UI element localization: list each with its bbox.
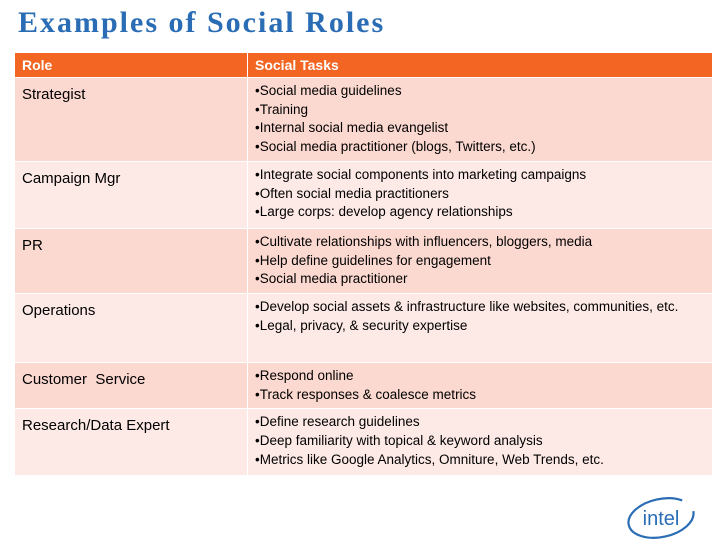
role-cell: Customer Service: [15, 362, 248, 408]
role-cell: Strategist: [15, 78, 248, 162]
column-header-social-tasks: Social Tasks: [248, 53, 713, 78]
tasks-cell: [248, 161, 713, 228]
role-cell: Research/Data Expert: [15, 409, 248, 476]
table-row: [15, 78, 713, 162]
task-item: • Metrics like Google Analytics, Omniture, Web Trends, etc.: [255, 451, 705, 470]
task-item: • Social media practitioner: [255, 270, 705, 289]
task-item: • Social media guidelines: [255, 82, 705, 101]
role-cell: PR: [15, 228, 248, 293]
table-row: [15, 409, 713, 476]
task-item: • Respond online: [255, 367, 705, 386]
tasks-cell: [248, 78, 713, 162]
column-header-role: Role: [15, 53, 248, 78]
task-item: • Large corps: develop agency relationships: [255, 203, 705, 222]
tasks-cell: [248, 293, 713, 362]
table-row: [15, 228, 713, 293]
role-cell: Campaign Mgr: [15, 161, 248, 228]
page-title: Examples of Social Roles: [18, 6, 386, 39]
tasks-cell: [248, 409, 713, 476]
task-item: • Training: [255, 101, 705, 120]
social-roles-table: [14, 52, 713, 476]
tasks-cell: [248, 362, 713, 408]
task-item: • Social media practitioner (blogs, Twitters, etc.): [255, 138, 705, 157]
task-item: • Legal, privacy, & security expertise: [255, 317, 705, 336]
table-row: [15, 362, 713, 408]
table-row: [15, 293, 713, 362]
table-header-row: [15, 53, 713, 78]
task-item: • Develop social assets & infrastructure like websites, communities, etc.: [255, 298, 705, 317]
table-row: [15, 161, 713, 228]
task-item: • Internal social media evangelist: [255, 119, 705, 138]
task-item: • Help define guidelines for engagement: [255, 252, 705, 271]
task-item: • Often social media practitioners: [255, 185, 705, 204]
task-item: • Integrate social components into marketing campaigns: [255, 166, 705, 185]
tasks-cell: [248, 228, 713, 293]
task-item: • Deep familiarity with topical & keyword analysis: [255, 432, 705, 451]
task-item: • Cultivate relationships with influencers, bloggers, media: [255, 233, 705, 252]
task-item: • Define research guidelines: [255, 413, 705, 432]
role-cell: Operations: [15, 293, 248, 362]
intel-logo: [625, 490, 697, 542]
intel-logo-text: intel: [642, 508, 680, 530]
task-item: • Track responses & coalesce metrics: [255, 386, 705, 405]
